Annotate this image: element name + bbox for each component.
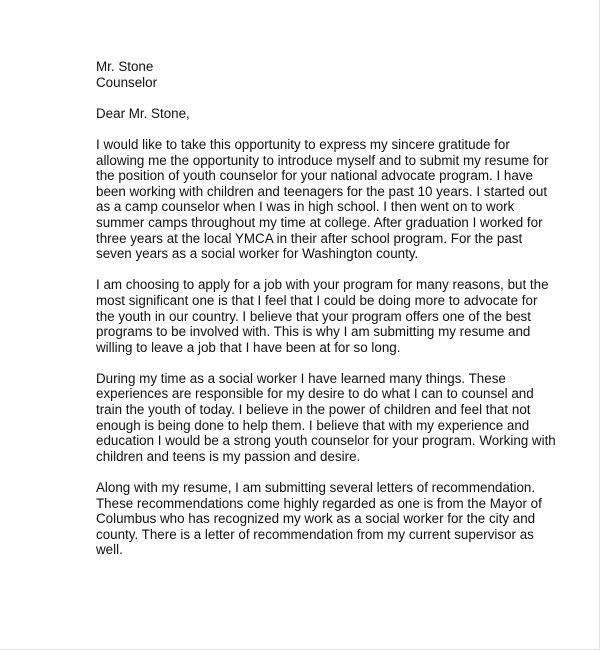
body-paragraph-2: I am choosing to apply for a job with your program for many reasons, but the most significant one is that I feel that I could be doing more to advocate for the youth in our country. I believe that your program offers one of the best programs to be involved with. This is why I am submitting my resume and willing to leave a job that I have been at for so long.: [96, 277, 549, 355]
salutation: Dear Mr. Stone,: [96, 105, 190, 121]
recipient-title: Counselor: [96, 74, 158, 90]
cover-letter: [96, 59, 556, 558]
body-paragraph-3: During my time as a social worker I have learned many things. These experiences are responsible for my desire to do what I can to counsel and train the youth of today. I believe in the power of children and feel that not enough is being done to help them. I believe that with my experience and education I would be a strong youth counselor for your program. Working with children and teens is my passion and desire.: [96, 370, 556, 464]
body-paragraph-1: I would like to take this opportunity to express my sincere gratitude for allowing me the opportunity to introduce myself and to submit my resume for the position of youth counselor for your national advocate program. I have been working with children and teenagers for the past 10 years. I started out as a camp counselor when I was in high school. I then went on to work summer camps throughout my time at college. After graduation I worked for three years at the local YMCA in their after school program. For the past seven years as a social worker for Washington county.: [96, 136, 549, 262]
recipient-block: [96, 59, 556, 90]
body-paragraph-4: Along with my resume, I am submitting several letters of recommendation. These recommendations come highly regarded as one is from the Mayor of Columbus who has recognized my work as a social worker for the city and county. There is a letter of recommendation from my current supervisor as well.: [96, 480, 542, 558]
recipient-name: Mr. Stone: [96, 59, 154, 74]
